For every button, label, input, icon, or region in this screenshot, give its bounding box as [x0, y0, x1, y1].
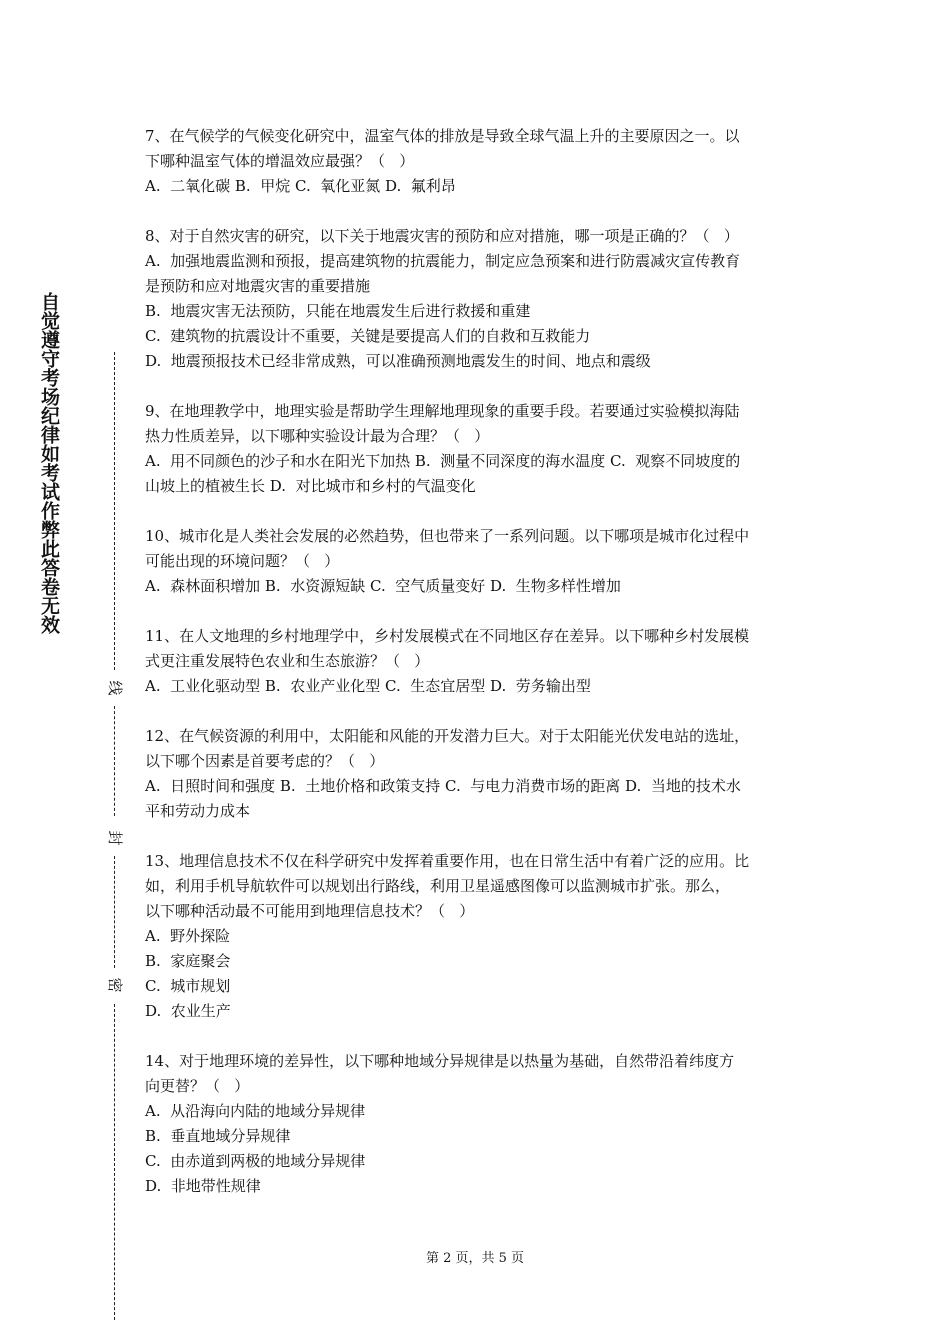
option-line: D. 地震预报技术已经非常成熟，可以准确预测地震发生的时间、地点和震级 — [145, 352, 651, 370]
option-line: D. 农业生产 — [145, 1002, 231, 1020]
option-line: A. 二氧化碳 B. 甲烷 C. 氧化亚氮 D. 氟利昂 — [145, 177, 456, 195]
question-stem-line: 7、在气候学的气候变化研究中，温室气体的排放是导致全球气温上升的主要原因之一。以 — [145, 127, 740, 145]
question-stem-line: 热力性质差异，以下哪种实验设计最为合理？（ ） — [145, 427, 490, 445]
question-stem-line: 13、地理信息技术不仅在科学研究中发挥着重要作用，也在日常生活中有着广泛的应用。比 — [145, 852, 750, 870]
question-stem-line: 9、在地理教学中，地理实验是帮助学生理解地理现象的重要手段。若要通过实验模拟海陆 — [145, 402, 740, 420]
question-stem-line: 可能出现的环境问题？（ ） — [145, 552, 340, 570]
option-line: C. 由赤道到两极的地域分异规律 — [145, 1152, 366, 1170]
option-line: 平和劳动力成本 — [145, 802, 251, 820]
question-stem-line: 11、在人文地理的乡村地理学中，乡村发展模式在不同地区存在差异。以下哪种乡村发展模 — [145, 627, 750, 645]
question-stem-line: 10、城市化是人类社会发展的必然趋势，但也带来了一系列问题。以下哪项是城市化过程中 — [145, 527, 750, 545]
question-stem-line: 14、对于地理环境的差异性，以下哪种地域分异规律是以热量为基础，自然带沿着纬度方 — [145, 1052, 735, 1070]
option-line: A. 森林面积增加 B. 水资源短缺 C. 空气质量变好 D. 生物多样性增加 — [145, 577, 621, 595]
option-line: C. 建筑物的抗震设计不重要，关键是要提高人们的自救和互救能力 — [145, 327, 591, 345]
option-line: 山坡上的植被生长 D. 对比城市和乡村的气温变化 — [145, 477, 476, 495]
seal-label-secret: 密 — [106, 977, 124, 993]
question-8 — [145, 224, 813, 374]
option-line: A. 从沿海向内陆的地域分异规律 — [145, 1102, 366, 1120]
seal-label-seal: 封 — [106, 830, 124, 846]
option-line: B. 家庭聚会 — [145, 952, 231, 970]
dashed-divider — [114, 706, 115, 816]
option-line: D. 非地带性规律 — [145, 1177, 261, 1195]
question-13 — [145, 849, 813, 1024]
option-line: B. 垂直地域分异规律 — [145, 1127, 291, 1145]
question-stem-line: 下哪种温室气体的增温效应最强？（ ） — [145, 152, 415, 170]
question-stem-line: 8、对于自然灾害的研究，以下关于地震灾害的预防和应对措施，哪一项是正确的？（ ） — [145, 227, 739, 245]
option-line: A. 日照时间和强度 B. 土地价格和政策支持 C. 与电力消费市场的距离 D. 当地的技术水 — [145, 777, 741, 795]
question-stem-line: 12、在气候资源的利用中，太阳能和风能的开发潜力巨大。对于太阳能光伏发电站的选址， — [145, 727, 750, 745]
question-stem-line: 式更注重发展特色农业和生态旅游？（ ） — [145, 652, 430, 670]
question-14 — [145, 1049, 813, 1199]
option-line: A. 工业化驱动型 B. 农业产业化型 C. 生态宜居型 D. 劳务输出型 — [145, 677, 591, 695]
seal-label-line: 线 — [106, 680, 124, 696]
option-line: A. 用不同颜色的沙子和水在阳光下加热 B. 测量不同深度的海水温度 C. 观察不同坡度的 — [145, 452, 741, 470]
dashed-divider — [114, 856, 115, 968]
question-stem-line: 向更替？（ ） — [145, 1077, 250, 1095]
dashed-divider — [114, 1004, 115, 1320]
question-12 — [145, 724, 813, 824]
exam-discipline-notice: 自觉遵守考场纪律如考试作弊此答卷无效 — [38, 292, 60, 634]
option-line: A. 加强地震监测和预报，提高建筑物的抗震能力，制定应急预案和进行防震减灾宣传教育 — [145, 252, 741, 270]
question-stem-line: 以下哪种活动最不可能用到地理信息技术？（ ） — [145, 902, 475, 920]
question-stem-line: 以下哪个因素是首要考虑的？（ ） — [145, 752, 385, 770]
question-7 — [145, 124, 813, 199]
option-line: B. 地震灾害无法预防，只能在地震发生后进行救援和重建 — [145, 302, 531, 320]
page-number-footer: 第 2 页，共 5 页 — [425, 1251, 525, 1266]
seal-line-column — [106, 352, 124, 1320]
option-line: A. 野外探险 — [145, 927, 231, 945]
question-stem-line: 如，利用手机导航软件可以规划出行路线，利用卫星遥感图像可以监测城市扩张。那么， — [145, 877, 731, 895]
option-line: C. 城市规划 — [145, 977, 231, 995]
question-10 — [145, 524, 813, 599]
option-line: 是预防和应对地震灾害的重要措施 — [145, 277, 371, 295]
question-11 — [145, 624, 813, 699]
dashed-divider — [114, 352, 115, 670]
question-9 — [145, 399, 813, 499]
question-list — [145, 124, 813, 1224]
